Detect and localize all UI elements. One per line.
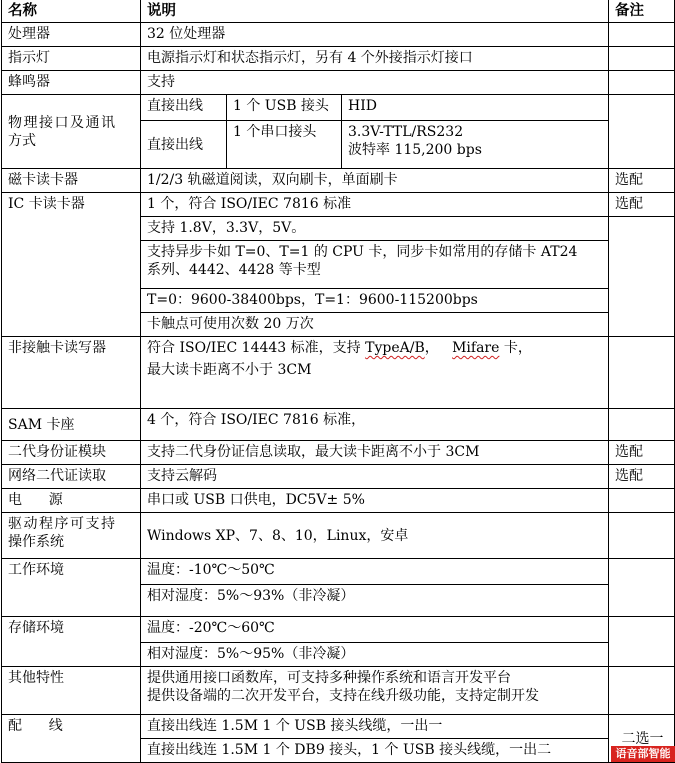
table-row <box>2 667 675 715</box>
nfc-type-text: TypeA/B <box>365 340 425 356</box>
row-note <box>609 95 675 169</box>
row-name: 其他特性 <box>2 667 141 715</box>
row-note: 选配 <box>609 169 675 193</box>
row-name: 电 源 <box>2 489 141 513</box>
row-name <box>2 513 141 559</box>
row-note <box>609 47 675 71</box>
row-name: 网络二代证读取 <box>2 465 141 489</box>
row-note <box>609 559 675 617</box>
row-note <box>609 667 675 715</box>
driver-name-line2: 操作系统 <box>8 534 64 550</box>
header-note: 备注 <box>609 0 675 23</box>
row-name: 指示灯 <box>2 47 141 71</box>
work-temp: 温度：-10℃～50℃ <box>141 559 609 585</box>
serial-protocol-line1: 3.3V-TTL/RS232 <box>348 124 464 140</box>
table-row <box>2 337 675 409</box>
table-row <box>2 23 675 47</box>
row-desc: 支持云解码 <box>141 465 609 489</box>
driver-name-line1: 驱动程序可支持 <box>8 516 117 532</box>
iface-serial-mode: 直接出线 <box>141 121 227 169</box>
row-note <box>609 513 675 559</box>
row-desc: 支持二代身份证信息读取，最大读卡距离不小于 3CM <box>141 441 609 465</box>
row-note: 选配 <box>609 441 675 465</box>
row-desc: 1/2/3 轨磁道阅读，双向刷卡，单面刷卡 <box>141 169 609 193</box>
store-temp: 温度：-20℃～60℃ <box>141 617 609 643</box>
header-desc: 说明 <box>141 0 609 23</box>
cable-line1: 直接出线连 1.5M 1 个 USB 接头线缆，一出一 <box>141 715 609 739</box>
table-row <box>2 47 675 71</box>
table-row <box>2 489 675 513</box>
row-desc: 支持 <box>141 71 609 95</box>
table-row <box>2 95 675 121</box>
row-name: SAM 卡座 <box>2 409 141 441</box>
table-row <box>2 409 675 441</box>
row-desc: 电源指示灯和状态指示灯，另有 4 个外接指示灯接口 <box>141 47 609 71</box>
nfc-line1 <box>147 339 604 357</box>
table-row <box>2 513 675 559</box>
row-desc <box>141 667 609 715</box>
row-note: 二选一 <box>609 715 675 763</box>
row-desc: 串口或 USB 口供电，DC5V± 5% <box>141 489 609 513</box>
header-name: 名称 <box>2 0 141 23</box>
row-note <box>609 489 675 513</box>
ic-line-part: 系列、4442、4428 等卡型 <box>147 262 321 278</box>
table-row <box>2 559 675 585</box>
row-note <box>609 23 675 47</box>
iface-usb-mode: 直接出线 <box>141 95 227 121</box>
serial-protocol-line2: 波特率 115,200 bps <box>348 142 482 158</box>
row-name: 磁卡读卡器 <box>2 169 141 193</box>
row-name: IC 卡读卡器 <box>2 193 141 337</box>
ic-line: 卡触点可使用次数 20 万次 <box>141 313 609 337</box>
row-note <box>609 217 675 337</box>
nfc-line2: 最大读卡距离不小于 3CM <box>147 362 312 378</box>
iface-name-line2: 方式 <box>8 132 36 149</box>
ic-line: 1 个，符合 ISO/IEC 7816 标准 <box>141 193 609 217</box>
table-row <box>2 617 675 643</box>
row-desc: Windows XP、7、8、10，Linux，安卓 <box>141 513 609 559</box>
table-row <box>2 715 675 739</box>
watermark-logo: 语音部智能 <box>611 746 675 762</box>
table-row <box>2 169 675 193</box>
row-note: 选配 <box>609 193 675 217</box>
nfc-text: 符合 ISO/IEC 14443 标准，支持 <box>147 340 366 356</box>
row-note <box>609 409 675 441</box>
ic-line-part: 支持异步卡如 T=0、T=1 的 CPU 卡，同步卡如常用的存储卡 AT24 <box>147 244 578 260</box>
table-row <box>2 441 675 465</box>
row-note <box>609 617 675 667</box>
iface-serial-port: 1 个串口接头 <box>227 121 342 169</box>
ic-line <box>141 241 609 289</box>
nfc-text: 卡， <box>499 340 532 356</box>
other-line2: 提供设备端的二次开发平台，支持在线升级功能，支持定制开发 <box>147 688 539 704</box>
row-name: 工作环境 <box>2 559 141 617</box>
row-note <box>609 337 675 409</box>
row-desc <box>141 337 609 409</box>
iface-usb-port: 1 个 USB 接头 <box>227 95 342 121</box>
header-row <box>2 0 675 23</box>
row-name: 存储环境 <box>2 617 141 667</box>
nfc-mifare-text: Mifare <box>452 340 500 356</box>
table-row <box>2 193 675 217</box>
row-desc: 4 个，符合 ISO/IEC 7816 标准， <box>141 409 609 441</box>
cable-line2: 直接出线连 1.5M 1 个 DB9 接头，1 个 USB 接头线缆，一出二 <box>141 739 609 763</box>
spec-table <box>1 0 675 763</box>
iface-name-line1: 物理接口及通讯 <box>8 114 117 131</box>
table-row <box>2 71 675 95</box>
row-name: 非接触卡读写器 <box>2 337 141 409</box>
row-name: 二代身份证模块 <box>2 441 141 465</box>
ic-line: 支持 1.8V，3.3V，5V。 <box>141 217 609 241</box>
other-line1: 提供通用接口函数库，可支持多种操作系统和语言开发平台 <box>147 670 511 686</box>
row-name: 蜂鸣器 <box>2 71 141 95</box>
row-note: 选配 <box>609 465 675 489</box>
table-row <box>2 465 675 489</box>
row-name: 配 线 <box>2 715 141 763</box>
ic-line: T=0：9600-38400bps，T=1：9600-115200bps <box>141 289 609 313</box>
row-name <box>2 95 141 169</box>
nfc-text: ， <box>424 340 453 356</box>
store-humidity: 相对湿度：5%～95%（非冷凝） <box>141 643 609 667</box>
work-humidity: 相对湿度：5%～93%（非冷凝） <box>141 585 609 617</box>
iface-usb-protocol: HID <box>342 95 609 121</box>
row-name: 处理器 <box>2 23 141 47</box>
row-note <box>609 71 675 95</box>
row-desc: 32 位处理器 <box>141 23 609 47</box>
iface-serial-protocol <box>342 121 609 169</box>
